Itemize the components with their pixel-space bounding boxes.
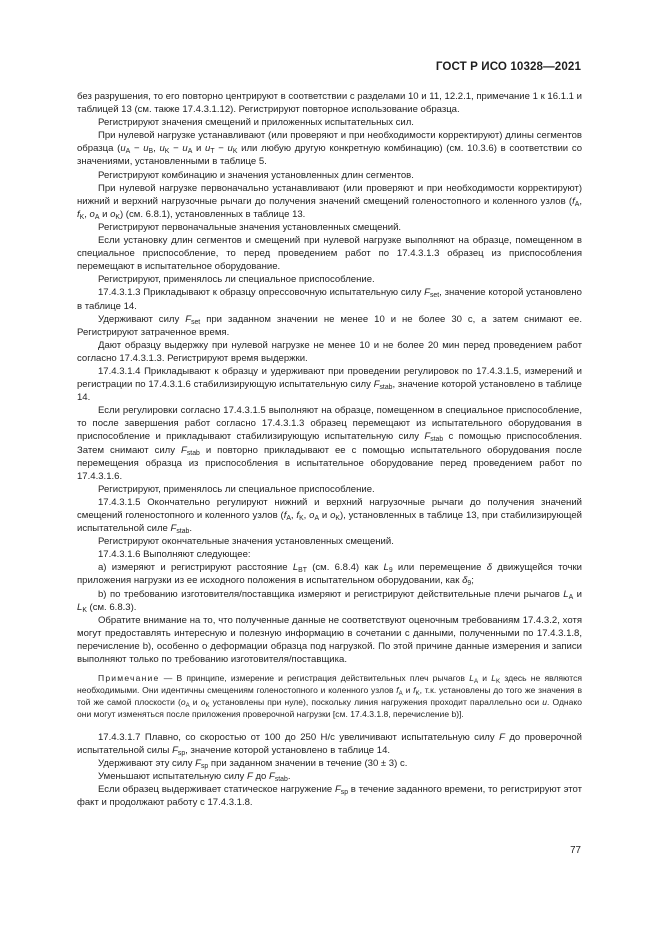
- body-paragraph: b) по требованию изготовителя/поставщика измеряют и регистрируют действительные плечи рычагов $L_A$ и $L_K$ (см. 6.8.3).: [77, 588, 582, 614]
- body-paragraph: Уменьшают испытательную силу F до $F_{stab}$.: [98, 770, 291, 783]
- body-paragraph: Если образец выдерживает статическое нагружение $F_{sp}$ в течение заданного времени, то регистрируют этот факт и продолжают работу с 17.4.3.1.8.: [77, 783, 582, 808]
- body-paragraph: При нулевой нагрузке первоначально устанавливают (или проверяют и при необходимости корректируют) нижний и верхний нагрузочные рычаги до получения значений смещений голеностопного и коленного узлов ($f_A$, $f_K$, $o_A$ и $o_K$) (см. 6.8.1), установленных в таблице 13.: [77, 182, 582, 221]
- body-paragraph: Если регулировки согласно 17.4.3.1.5 выполняют на образце, помещенном в специальное приспособление, то после завершения работ согласно 17.4.3.1.3 образец перемещают из испытательного оборудования в приспособление и прикладывают стабилизирующую испытательную силу $F_{stab}$ с помощью приспособления. Затем снимают силу $F_{stab}$ и повторно прикладывают ее с помощью испытательного оборудования после перемещения образца из приспособления в испытательное оборудование перед проведением работ по 17.4.3.1.6.: [77, 405, 582, 482]
- body-paragraph: Удерживают эту силу $F_{sp}$ при заданном значении в течение (30 ± 3) с.: [98, 757, 408, 770]
- body-paragraph: 17.4.3.1.6 Выполняют следующее:: [98, 549, 251, 561]
- document-body: [77, 90, 582, 809]
- body-paragraph: Дают образцу выдержку при нулевой нагрузке не менее 10 и не более 20 мин перед проведением работ согласно 17.4.3.1.3. Регистрируют время выдержки.: [77, 339, 582, 364]
- body-paragraph: Обратите внимание на то, что полученные данные не соответствуют оценочным требованиям 17.4.3.2, хотя могут предоставлять интересную и полезную информацию в сочетании с данными, полученными по 17.4.3.1.8, перечисление b), особенно о деформации образца под нагрузкой. По этой причине данные измерения и записи выполняют только по требованию изготовителя/поставщика.: [77, 614, 582, 666]
- body-paragraph: 17.4.3.1.5 Окончательно регулируют нижний и верхний нагрузочные рычаги до получения значений смещений голеностопного и коленного узлов ($f_A$, $f_K$, $o_A$ и $o_K$), установленных в таблице 13, при стабилизирующей испытательной силе $F_{stab}$.: [77, 496, 582, 536]
- body-paragraph: без разрушения, то его повторно центрируют в соответствии с разделами 10 и 11, 12.2.1, примечание 1 к 16.1.1 и таблицей 13 (см. также 17.4.3.1.12). Регистрируют повторное использование образца.: [77, 91, 582, 116]
- body-paragraph: Регистрируют, применялось ли специальное приспособление.: [98, 483, 375, 495]
- page-number: 77: [570, 845, 581, 856]
- body-paragraph: Регистрируют окончательные значения установленных смещений.: [98, 536, 394, 548]
- note-label: Примечание: [98, 673, 160, 684]
- body-paragraph: а) измеряют и регистрируют расстояние $L_{BT}$ (см. 6.8.4) как $L_9$ или перемещение δ движущейся точки приложения нагрузки из ее исходного положения в испытательном оборудовании, как $\delta_9$;: [77, 562, 582, 588]
- body-paragraph: Регистрируют, применялось ли специальное приспособление.: [98, 274, 375, 286]
- body-paragraph: 17.4.3.1.3 Прикладывают к образцу опрессовочную испытательную силу $F_{set}$, значение которой установлено в таблице 14.: [77, 287, 582, 312]
- body-paragraph: При нулевой нагрузке устанавливают (или проверяют и при необходимости корректируют) длины сегментов образца ($u_A - u_B$, $u_K - u_A$ и $u_T - u_K$ или любую другую конкретную комбинацию) (см. 10.3.6) в соответствии со значениями, установленными в таблице 5.: [77, 130, 583, 168]
- body-paragraph: Регистрируют первоначальные значения установленных смещений.: [98, 221, 402, 233]
- body-paragraph: Регистрируют значения смещений и приложенных испытательных сил.: [98, 117, 414, 129]
- body-paragraph: Удерживают силу $F_{set}$ при заданном значении не менее 10 и не более 30 с, а затем снимают ее. Регистрируют затраченное время.: [77, 313, 582, 338]
- note-paragraph: Примечание — В принципе, измерение и регистрация действительных плеч рычагов $L_A$ и $L_K$ здесь не являются необходимыми. Они идентичны смещениям голеностопного и коленного узлов $f_A$ и $f_K$, т.к. установлены до того же значения в той же самой плоскости ($o_A$ и $o_K$ установлены при нуле), поскольку линия нагружения проходит параллельно оси u. Однако они могут изменяться после приложения проверочной нагрузки [см. 17.4.3.1.8, перечисление b)].: [77, 673, 583, 720]
- document-header: ГОСТ Р ИСО 10328—2021: [435, 60, 581, 73]
- body-paragraph: 17.4.3.1.4 Прикладывают к образцу и удерживают при проведении регулировок по 17.4.3.1.5, измерений и регистрации по 17.4.3.1.6 стабилизирующую испытательную силу $F_{stab}$, значение которой установлено в таблице 14.: [77, 365, 582, 404]
- body-paragraph: 17.4.3.1.7 Плавно, со скоростью от 100 до 250 Н/с увеличивают испытательную силу F до проверочной испытательной силы $F_{sp}$, значение которой установлено в таблице 14.: [77, 731, 582, 757]
- body-paragraph: Регистрируют комбинацию и значения установленных длин сегментов.: [98, 169, 414, 181]
- body-paragraph: Если установку длин сегментов и смещений при нулевой нагрузке выполняют на образце, помещенном в специальное приспособление, то перед проведением работ по 17.4.3.1.3 образец из приспособления перемещают в испытательное оборудование.: [77, 235, 582, 273]
